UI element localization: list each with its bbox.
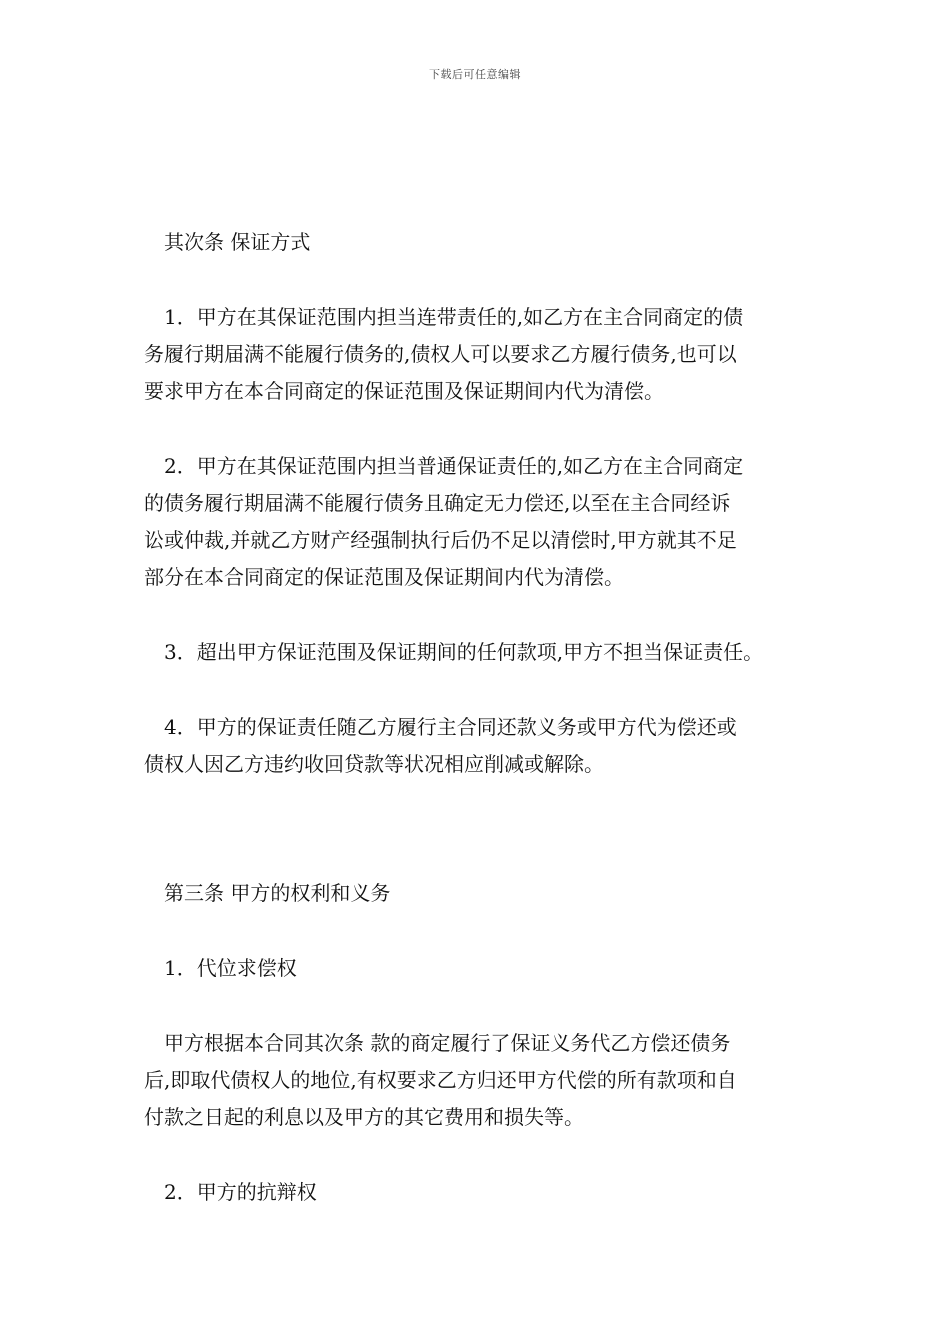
paragraph-2-4 [144, 709, 824, 783]
text-line: 的债务履行期届满不能履行债务且确定无力偿还,以至在主合同经诉 [144, 491, 731, 515]
item-heading-3-1: 1．代位求偿权 [164, 956, 297, 980]
paragraph-3-1 [144, 1025, 824, 1136]
text-line: 部分在本合同商定的保证范围及保证期间内代为清偿。 [144, 565, 624, 589]
text-line: 后,即取代债权人的地位,有权要求乙方归还甲方代偿的所有款项和自 [144, 1068, 737, 1092]
text-line: 要求甲方在本合同商定的保证范围及保证期间内代为清偿。 [144, 379, 664, 403]
document-body [144, 224, 824, 1211]
text-line: 付款之日起的利息以及甲方的其它费用和损失等。 [144, 1105, 584, 1129]
text-line: 3．超出甲方保证范围及保证期间的任何款项,甲方不担当保证责任。 [164, 640, 764, 664]
paragraph-2-1 [144, 299, 824, 410]
text-line: 务履行期届满不能履行债务的,债权人可以要求乙方履行债务,也可以 [144, 342, 737, 366]
text-line: 债权人因乙方违约收回贷款等状况相应削减或解除。 [144, 752, 604, 776]
text-line: 1．甲方在其保证范围内担当连带责任的,如乙方在主合同商定的债 [164, 305, 744, 329]
text-line: 4．甲方的保证责任随乙方履行主合同还款义务或甲方代为偿还或 [164, 715, 737, 739]
article-title-3: 第三条 甲方的权利和义务 [164, 881, 391, 905]
text-line: 2．甲方在其保证范围内担当普通保证责任的,如乙方在主合同商定 [164, 454, 744, 478]
article-title-2: 其次条 保证方式 [164, 230, 311, 254]
item-heading-3-2: 2．甲方的抗辩权 [164, 1180, 317, 1204]
text-line: 讼或仲裁,并就乙方财产经强制执行后仍不足以清偿时,甲方就其不足 [144, 528, 737, 552]
page-header-note: 下载后可任意编辑 [429, 68, 521, 81]
text-line: 甲方根据本合同其次条 款的商定履行了保证义务代乙方偿还债务 [164, 1031, 731, 1055]
paragraph-2-3 [144, 634, 824, 671]
paragraph-2-2 [144, 448, 824, 596]
